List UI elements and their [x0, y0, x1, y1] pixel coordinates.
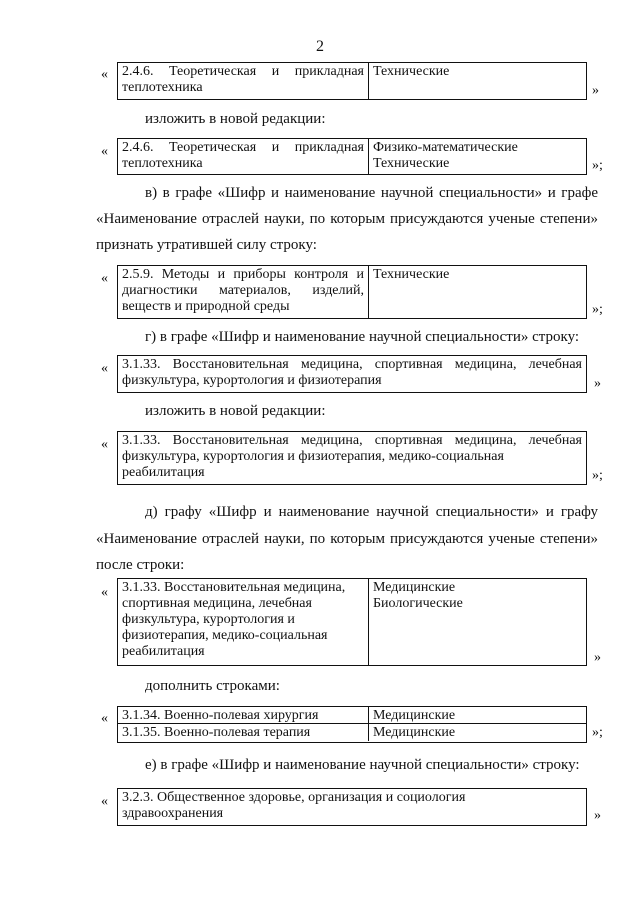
- cell-line: 3.2.3. Общественное здоровье, организация и социология: [122, 790, 466, 805]
- cell-line: спортивная медицина, лечебная: [122, 596, 312, 611]
- cell-line: здравоохранения: [122, 806, 224, 821]
- cell-line: 3.1.33. Восстановительная медицина,: [122, 580, 346, 595]
- cell-line: физкультура, курортология и физиотерапия, медико-социальная: [122, 449, 504, 464]
- close-quote: »: [592, 83, 599, 98]
- table-block-7: [117, 706, 587, 743]
- cell-line: 2.4.6. Теоретическая и прикладная: [122, 140, 364, 155]
- open-quote: «: [101, 437, 108, 452]
- paragraph-line: «Наименование отраслей науки, по которым присуждаются ученые степени»: [96, 531, 598, 547]
- cell-line: веществ и природной среды: [122, 299, 290, 314]
- specialty-cell: [118, 139, 369, 174]
- paragraph-line: признать утратившей силу строку:: [96, 237, 317, 253]
- close-quote-semicolon: »;: [592, 302, 603, 317]
- full-width-cell: [118, 432, 586, 484]
- close-quote: »: [594, 808, 601, 823]
- open-quote: «: [101, 144, 108, 159]
- open-quote: «: [101, 67, 108, 82]
- full-width-cell: [118, 789, 586, 825]
- cell-line: 3.1.33. Восстановительная медицина, спортивная медицина, лечебная: [122, 357, 582, 372]
- cell-line: Медицинские: [373, 580, 456, 595]
- table-block-2: [117, 138, 587, 175]
- close-quote: »: [594, 650, 601, 665]
- table-row: [118, 724, 586, 741]
- paragraph-line: в) в графе «Шифр и наименование научной специальности» и графе: [145, 185, 598, 201]
- table-block-6: [117, 578, 587, 666]
- cell-line: 2.5.9. Методы и приборы контроля и: [122, 267, 364, 282]
- cell-line: физкультура, курортология и: [122, 612, 295, 627]
- cell-line: Технические: [373, 156, 450, 171]
- cell-line: Биологические: [373, 596, 463, 611]
- branch-cell: [369, 266, 586, 318]
- cell-line: физкультура, курортология и физиотерапия: [122, 373, 382, 388]
- branch-cell: [369, 63, 586, 99]
- open-quote: «: [101, 585, 108, 600]
- cell-line: реабилитация: [122, 644, 205, 659]
- specialty-cell: 3.1.34. Военно-полевая хирургия: [118, 707, 369, 723]
- paragraph: е) в графе «Шифр и наименование научной специальности» строку:: [145, 757, 580, 773]
- branch-cell: [369, 139, 586, 174]
- close-quote-semicolon: »;: [592, 468, 603, 483]
- cell-line: 2.4.6. Теоретическая и прикладная: [122, 64, 364, 79]
- table-row: [118, 707, 586, 724]
- specialty-cell: [118, 63, 369, 99]
- cell-line: Технические: [373, 267, 450, 282]
- open-quote: «: [101, 794, 108, 809]
- specialty-cell: [118, 579, 369, 665]
- branch-cell: [369, 579, 586, 665]
- close-quote-semicolon: »;: [592, 158, 603, 173]
- branch-cell: Медицинские: [373, 725, 456, 740]
- cell-line: 3.1.33. Восстановительная медицина, спортивная медицина, лечебная: [122, 433, 582, 448]
- paragraph: изложить в новой редакции:: [145, 403, 326, 419]
- specialty-cell: 3.1.35. Военно-полевая терапия: [118, 724, 369, 741]
- paragraph: дополнить строками:: [145, 678, 280, 694]
- table-block-3: [117, 265, 587, 319]
- open-quote: «: [101, 271, 108, 286]
- cell-line: физиотерапия, медико-социальная: [122, 628, 328, 643]
- paragraph: [145, 502, 598, 522]
- table-block-1: [117, 62, 587, 100]
- paragraph: [96, 209, 598, 229]
- paragraph: изложить в новой редакции:: [145, 111, 326, 127]
- paragraph-line: «Наименование отраслей науки, по которым присуждаются ученые степени»: [96, 211, 598, 227]
- branch-cell: Медицинские: [373, 708, 456, 723]
- cell-line: теплотехника: [122, 156, 203, 171]
- close-quote: »: [594, 376, 601, 391]
- paragraph: г) в графе «Шифр и наименование научной специальности» строку:: [145, 329, 580, 345]
- table-block-8: [117, 788, 587, 826]
- table-block-4: [117, 355, 587, 393]
- table-block-5: [117, 431, 587, 485]
- cell-line: Технические: [373, 64, 450, 79]
- paragraph: [96, 529, 598, 549]
- cell-line: реабилитация: [122, 465, 205, 480]
- paragraph-line: после строки:: [96, 557, 185, 573]
- paragraph: [145, 183, 598, 203]
- full-width-cell: [118, 356, 586, 392]
- cell-line: теплотехника: [122, 80, 203, 95]
- page-number: 2: [316, 38, 324, 55]
- open-quote: «: [101, 711, 108, 726]
- specialty-cell: [118, 266, 369, 318]
- paragraph-line: д) графу «Шифр и наименование научной специальности» и графу: [145, 504, 598, 520]
- close-quote-semicolon: »;: [592, 725, 603, 740]
- cell-line: Физико-математические: [373, 140, 518, 155]
- open-quote: «: [101, 361, 108, 376]
- cell-line: диагностики материалов, изделий,: [122, 283, 364, 298]
